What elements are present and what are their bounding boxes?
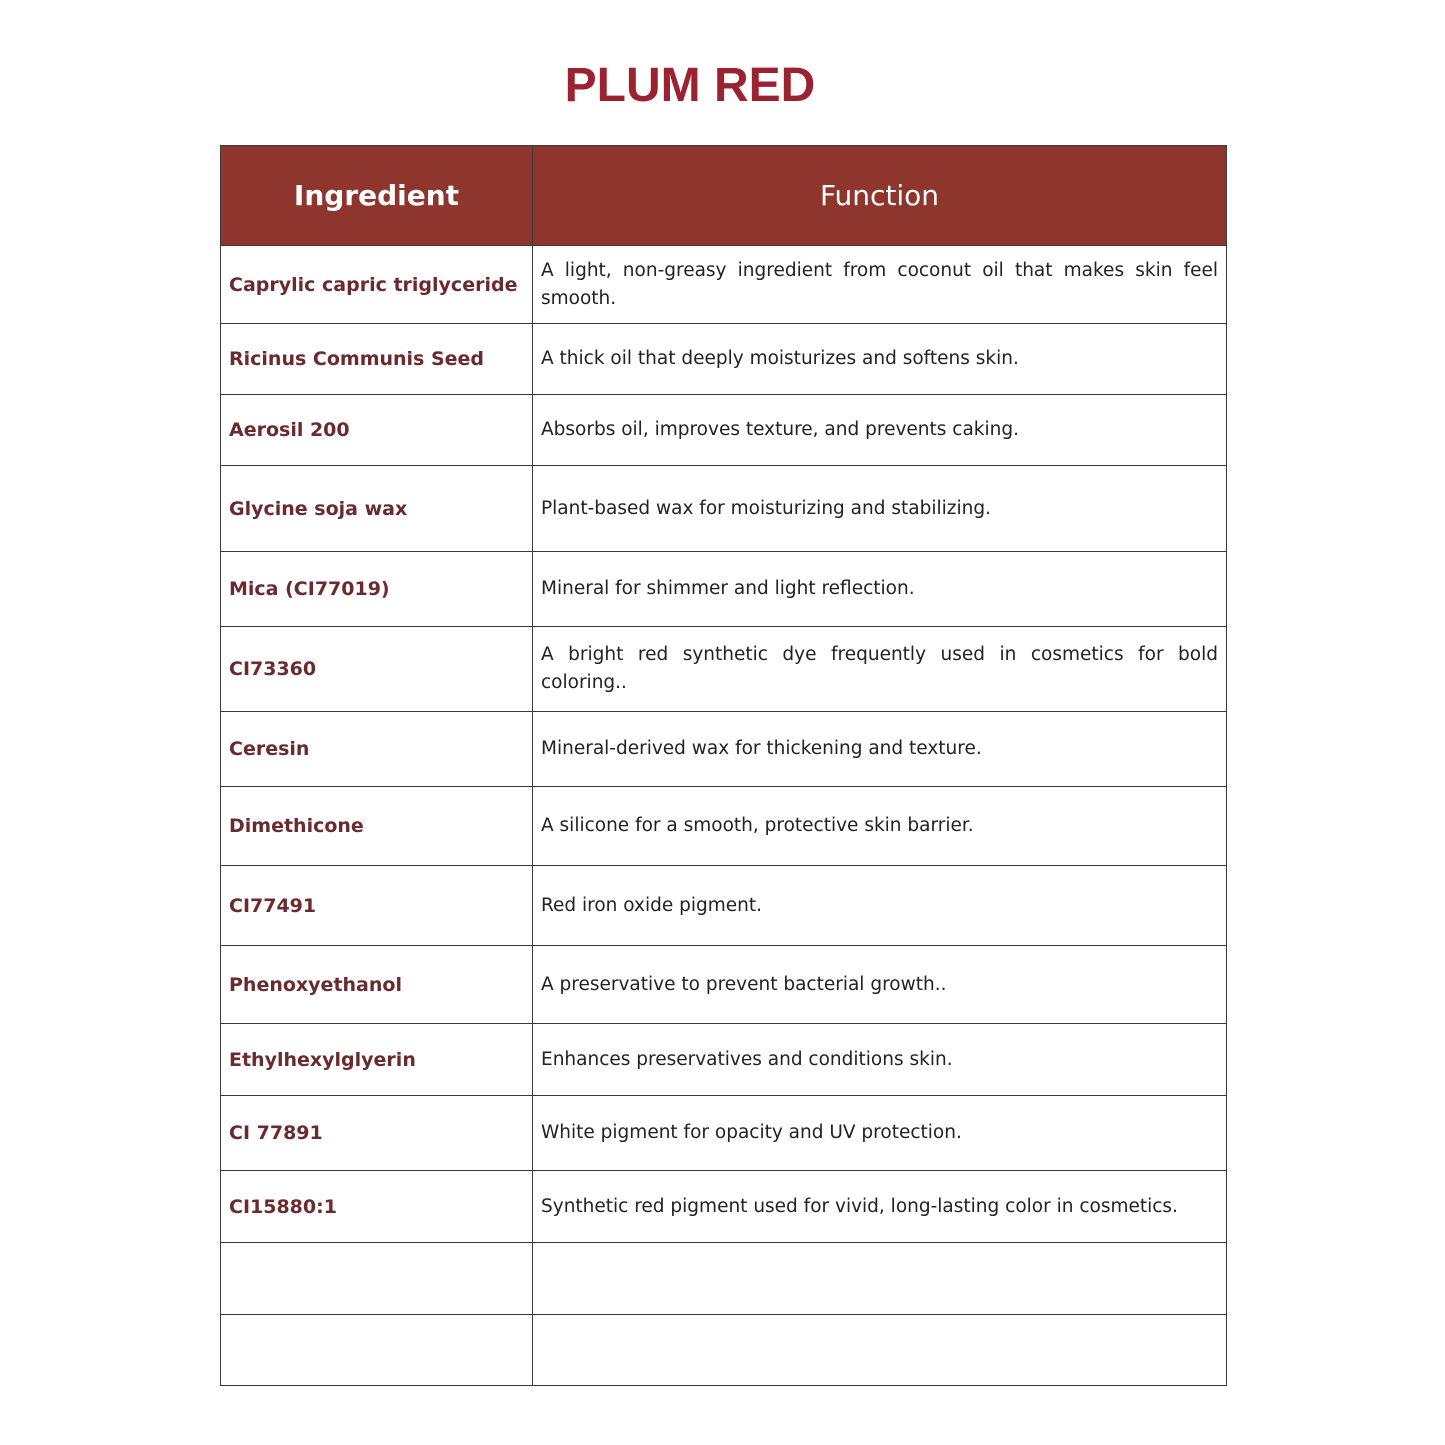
function-cell: Mineral-derived wax for thickening and texture. [533, 712, 1227, 787]
table-body [221, 246, 1227, 1386]
ingredient-cell: Dimethicone [221, 787, 533, 866]
table-row [221, 712, 1227, 787]
table-row [221, 1243, 1227, 1315]
column-header-ingredient: Ingredient [221, 146, 533, 246]
ingredient-cell: Mica (CI77019) [221, 552, 533, 627]
ingredients-table [220, 145, 1227, 1386]
ingredient-cell: CI73360 [221, 627, 533, 712]
ingredient-cell: CI15880:1 [221, 1171, 533, 1243]
function-cell: A thick oil that deeply moisturizes and softens skin. [533, 324, 1227, 395]
ingredient-cell: Phenoxyethanol [221, 946, 533, 1024]
function-cell: A silicone for a smooth, protective skin barrier. [533, 787, 1227, 866]
table-row [221, 866, 1227, 946]
function-cell: A preservative to prevent bacterial growth.. [533, 946, 1227, 1024]
ingredient-cell [221, 1315, 533, 1386]
ingredient-cell: Ricinus Communis Seed [221, 324, 533, 395]
ingredient-cell [221, 1243, 533, 1315]
function-cell: A light, non-greasy ingredient from coconut oil that makes skin feel smooth. [533, 246, 1227, 324]
ingredient-cell: Aerosil 200 [221, 395, 533, 466]
ingredient-cell: CI77491 [221, 866, 533, 946]
function-cell [533, 1243, 1227, 1315]
ingredient-cell: Glycine soja wax [221, 466, 533, 552]
page-title: PLUM RED [564, 59, 816, 112]
table-row [221, 552, 1227, 627]
header-row [221, 146, 1227, 246]
function-cell: Enhances preservatives and conditions skin. [533, 1024, 1227, 1096]
function-cell: A bright red synthetic dye frequently used in cosmetics for bold coloring.. [533, 627, 1227, 712]
function-cell: Synthetic red pigment used for vivid, long-lasting color in cosmetics. [533, 1171, 1227, 1243]
table-row [221, 1096, 1227, 1171]
table-row [221, 787, 1227, 866]
ingredient-cell: CI 77891 [221, 1096, 533, 1171]
table-header [221, 146, 1227, 246]
table-row [221, 946, 1227, 1024]
function-cell: Red iron oxide pigment. [533, 866, 1227, 946]
ingredient-cell: Caprylic capric triglyceride [221, 246, 533, 324]
function-cell: Plant-based wax for moisturizing and stabilizing. [533, 466, 1227, 552]
table-row [221, 466, 1227, 552]
function-cell [533, 1315, 1227, 1386]
table-row [221, 246, 1227, 324]
ingredient-cell: Ethylhexylglyerin [221, 1024, 533, 1096]
function-cell: Mineral for shimmer and light reflection. [533, 552, 1227, 627]
ingredient-cell: Ceresin [221, 712, 533, 787]
table-row [221, 1024, 1227, 1096]
column-header-function: Function [533, 146, 1227, 246]
function-cell: Absorbs oil, improves texture, and prevents caking. [533, 395, 1227, 466]
table-row [221, 1171, 1227, 1243]
table-row [221, 627, 1227, 712]
table-row [221, 395, 1227, 466]
table-row [221, 1315, 1227, 1386]
table-row [221, 324, 1227, 395]
function-cell: White pigment for opacity and UV protection. [533, 1096, 1227, 1171]
